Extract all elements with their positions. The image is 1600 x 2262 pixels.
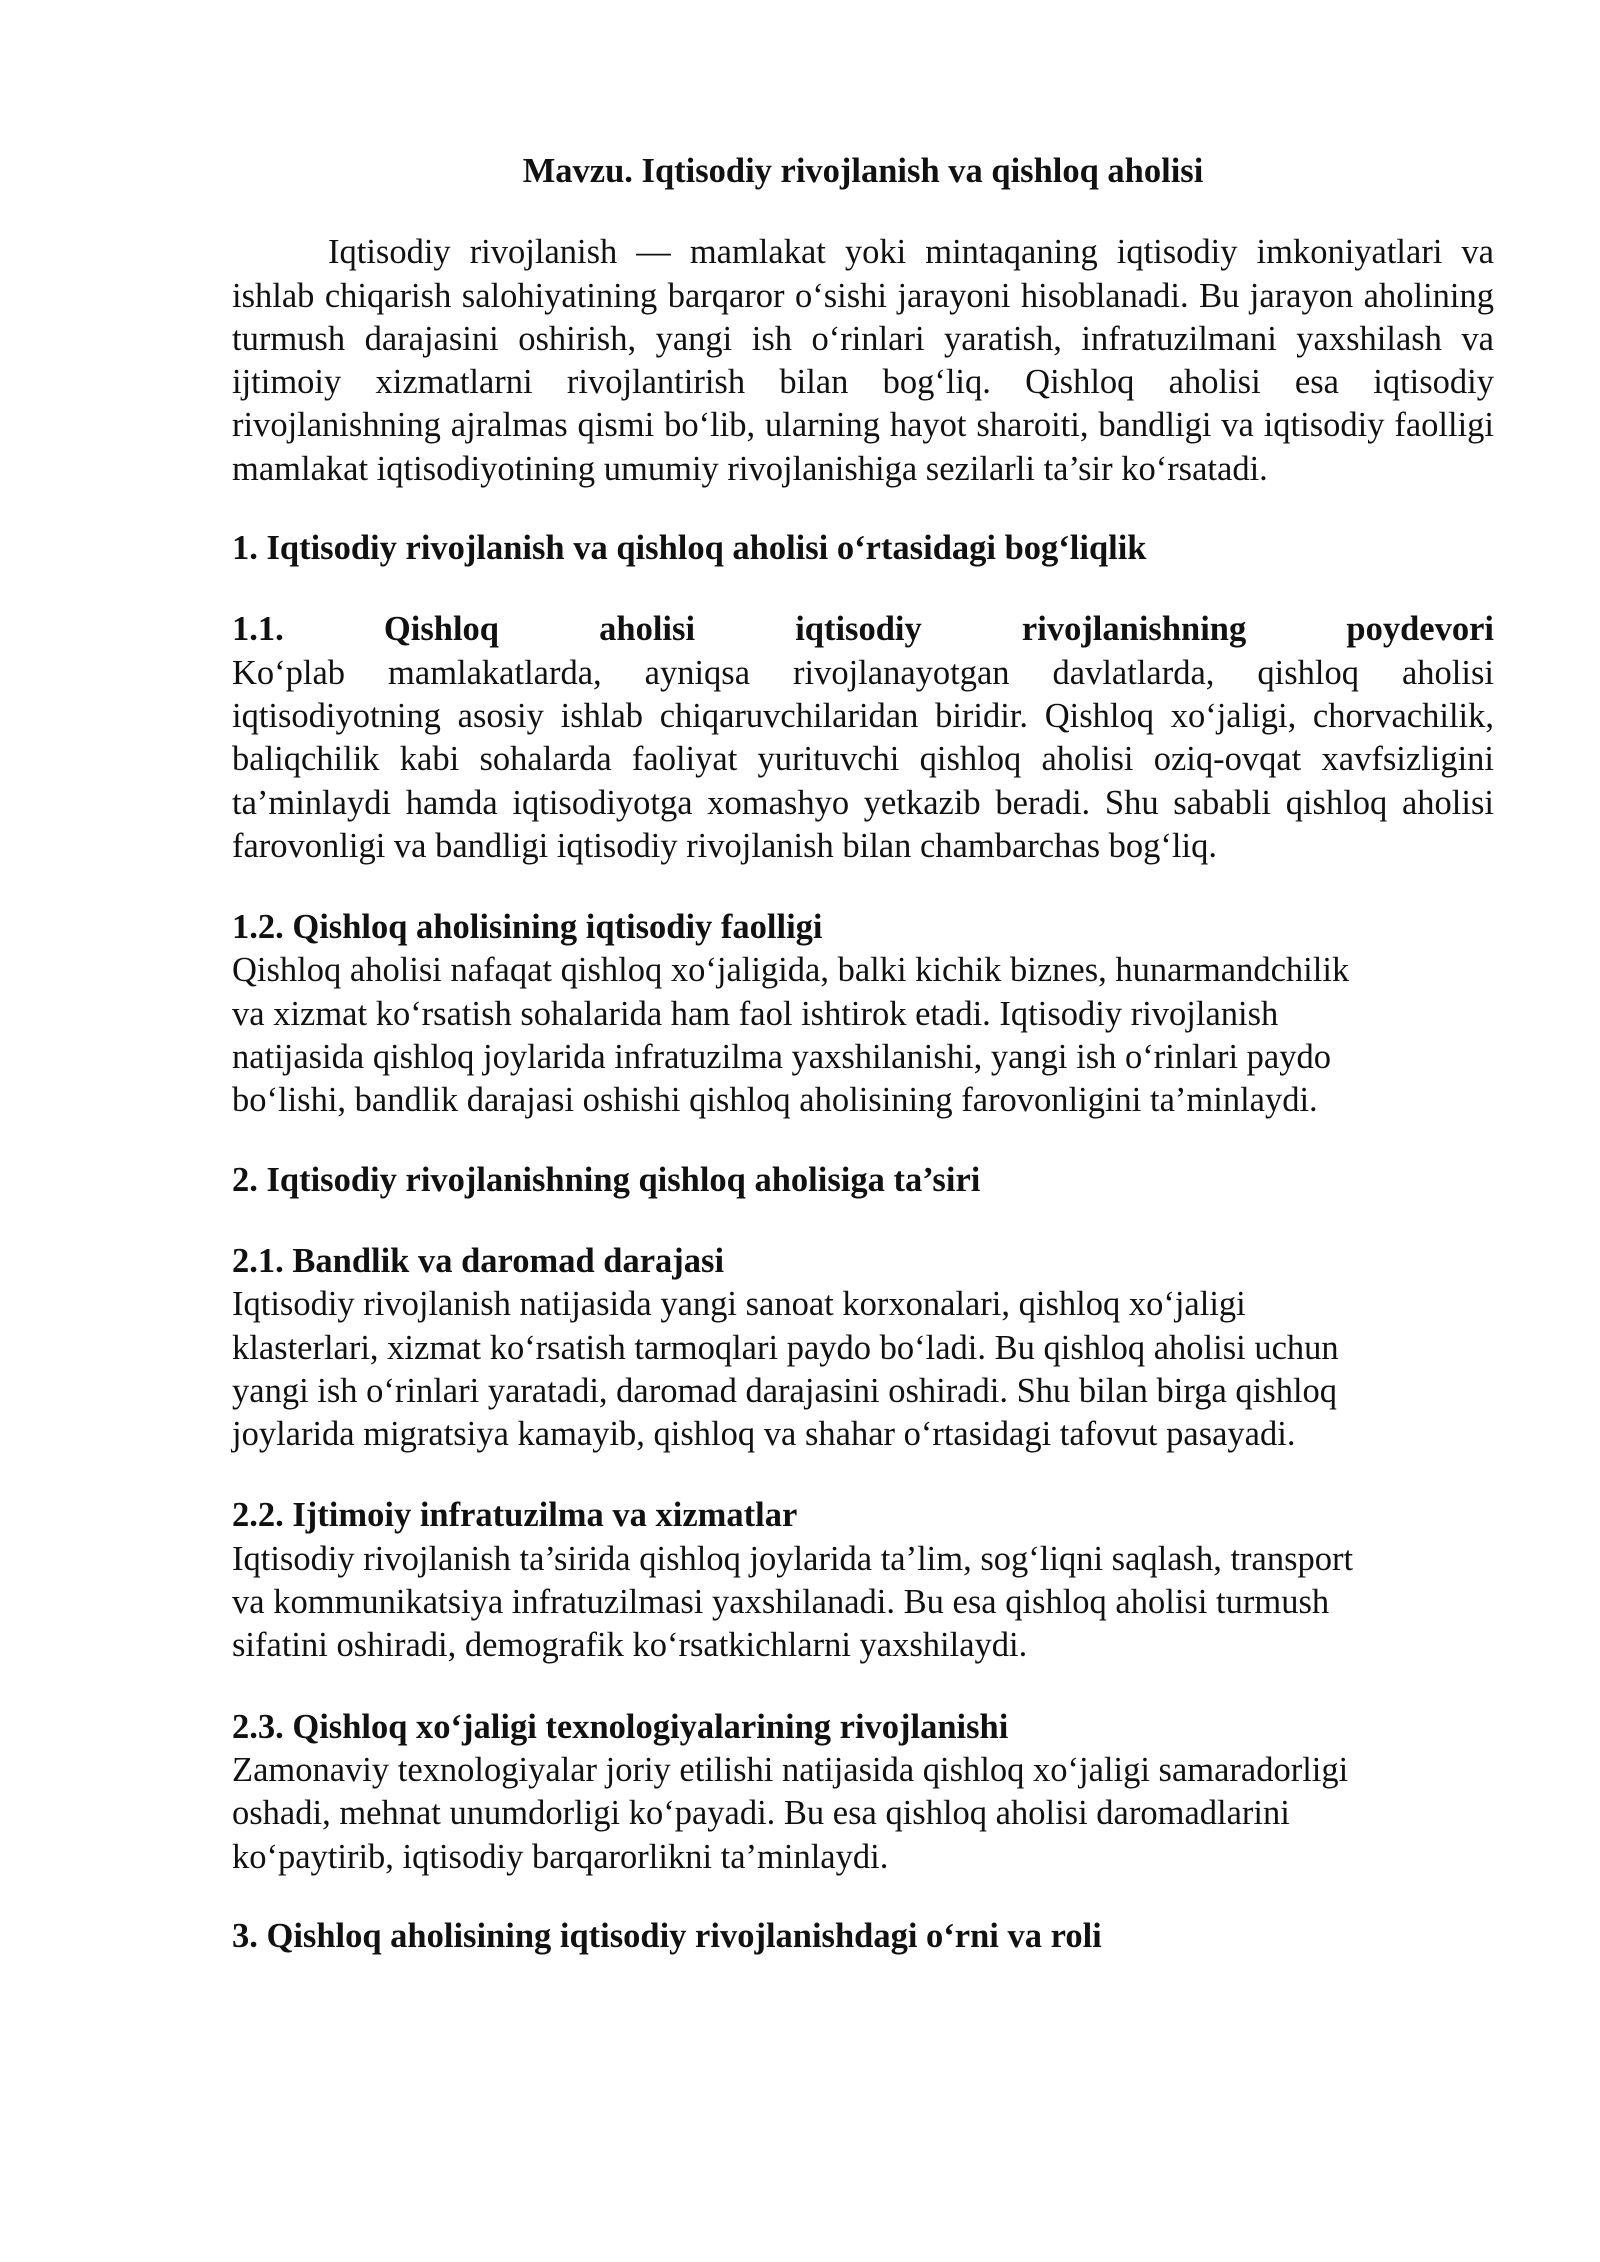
text-line: yangi ish o‘rinlari yaratadi, daromad darajasini oshiradi. Shu bilan birga qishloq [232, 1371, 1338, 1410]
text-line: Zamonaviy texnologiyalar joriy etilishi natijasida qishloq xo‘jaligi samaradorligi [232, 1750, 1349, 1789]
subsection-2-1-heading: 2.1. Bandlik va daromad darajasi [232, 1241, 725, 1280]
section-3-heading: 3. Qishloq aholisining iqtisodiy rivojlanishdagi o‘rni va roli [232, 1916, 1102, 1955]
subsection-2-3-heading: 2.3. Qishloq xo‘jaligi texnologiyalarining rivojlanishi [232, 1707, 1009, 1746]
intro-paragraph: Iqtisodiy rivojlanish — mamlakat yoki mintaqaning iqtisodiy imkoniyatlari va ishlab chiqarish salohiyatining barqaror o‘sishi jarayoni hisoblanadi. Bu jarayon aholining turmush darajasini oshirish, yangi ish o‘rinlari yaratish, infratuzilmani yaxshilash va ijtimoiy xizmatlarni rivojlantirish bilan bog‘liq. Qishloq aholisi esa iqtisodiy rivojlanishning ajralmas qismi bo‘lib, ularning hayot sharoiti, bandligi va iqtisodiy faolligi mamlakat iqtisodiyotining umumiy rivojlanishiga sezilarli ta’sir ko‘rsatadi. [232, 233, 1494, 488]
subsection-2-1-text [232, 1283, 1494, 1456]
text-line: joylarida migratsiya kamayib, qishloq va shahar o‘rtasidagi tafovut pasayadi. [232, 1415, 1296, 1454]
subsection-1-1-text: Ko‘plab mamlakatlarda, ayniqsa rivojlanayotgan davlatlarda, qishloq aholisi iqtisodiyotning asosiy ishlab chiqaruvchilaridan biridir. Qishloq xo‘jaligi, chorvachilik, baliqchilik kabi sohalarda faoliyat yurituvchi qishloq aholisi oziq-ovqat xavfsizligini ta’minlaydi hamda iqtisodiyotga xomashyo yetkazib beradi. Shu sababli qishloq aholisi farovonligi va bandligi iqtisodiy rivojlanish bilan chambarchas bog‘liq. [232, 653, 1494, 865]
subsection-2-2-heading: 2.2. Ijtimoiy infratuzilma va xizmatlar [232, 1496, 798, 1535]
section-2-heading: 2. Iqtisodiy rivojlanishning qishloq aholisiga ta’siri [232, 1160, 981, 1199]
text-line: Iqtisodiy rivojlanish ta’sirida qishloq joylarida ta’lim, sog‘liqni saqlash, transport [232, 1539, 1354, 1578]
text-line: va xizmat ko‘rsatish sohalarida ham faol ishtirok etadi. Iqtisodiy rivojlanish [232, 994, 1279, 1033]
subsection-1-2-text [232, 949, 1494, 1122]
text-line: ko‘paytirib, iqtisodiy barqarorlikni ta’minlaydi. [232, 1837, 889, 1876]
text-line: oshadi, mehnat unumdorligi ko‘payadi. Bu esa qishloq aholisi daromadlarini [232, 1794, 1290, 1833]
text-line: Qishloq aholisi nafaqat qishloq xo‘jaligida, balki kichik biznes, hunarmandchilik [232, 951, 1350, 990]
subsection-1-1-heading: 1.1. Qishloq aholisi iqtisodiy rivojlanishning poydevori [232, 610, 1494, 649]
text-line: bo‘lishi, bandlik darajasi oshishi qishloq aholisining farovonligini ta’minlaydi. [232, 1081, 1318, 1120]
text-line: natijasida qishloq joylarida infratuzilma yaxshilanishi, yangi ish o‘rinlari paydo [232, 1038, 1331, 1077]
subsection-2-3-text [232, 1749, 1494, 1879]
text-line: Iqtisodiy rivojlanish natijasida yangi sanoat korxonalari, qishloq xo‘jaligi [232, 1285, 1246, 1324]
section-1-heading: 1. Iqtisodiy rivojlanish va qishloq aholisi o‘rtasidagi bog‘liqlik [232, 529, 1147, 568]
subsection-2-2-text [232, 1538, 1494, 1668]
text-line: klasterlari, xizmat ko‘rsatish tarmoqlari paydo bo‘ladi. Bu qishloq aholisi uchun [232, 1328, 1339, 1367]
document-page [232, 150, 1494, 1958]
subsection-1-2-heading: 1.2. Qishloq aholisining iqtisodiy faolligi [232, 908, 823, 947]
document-title: Mavzu. Iqtisodiy rivojlanish va qishloq aholisi [522, 152, 1204, 190]
text-line: sifatini oshiradi, demografik ko‘rsatkichlarni yaxshilaydi. [232, 1626, 1028, 1665]
text-line: va kommunikatsiya infratuzilmasi yaxshilanadi. Bu esa qishloq aholisi turmush [232, 1583, 1330, 1622]
